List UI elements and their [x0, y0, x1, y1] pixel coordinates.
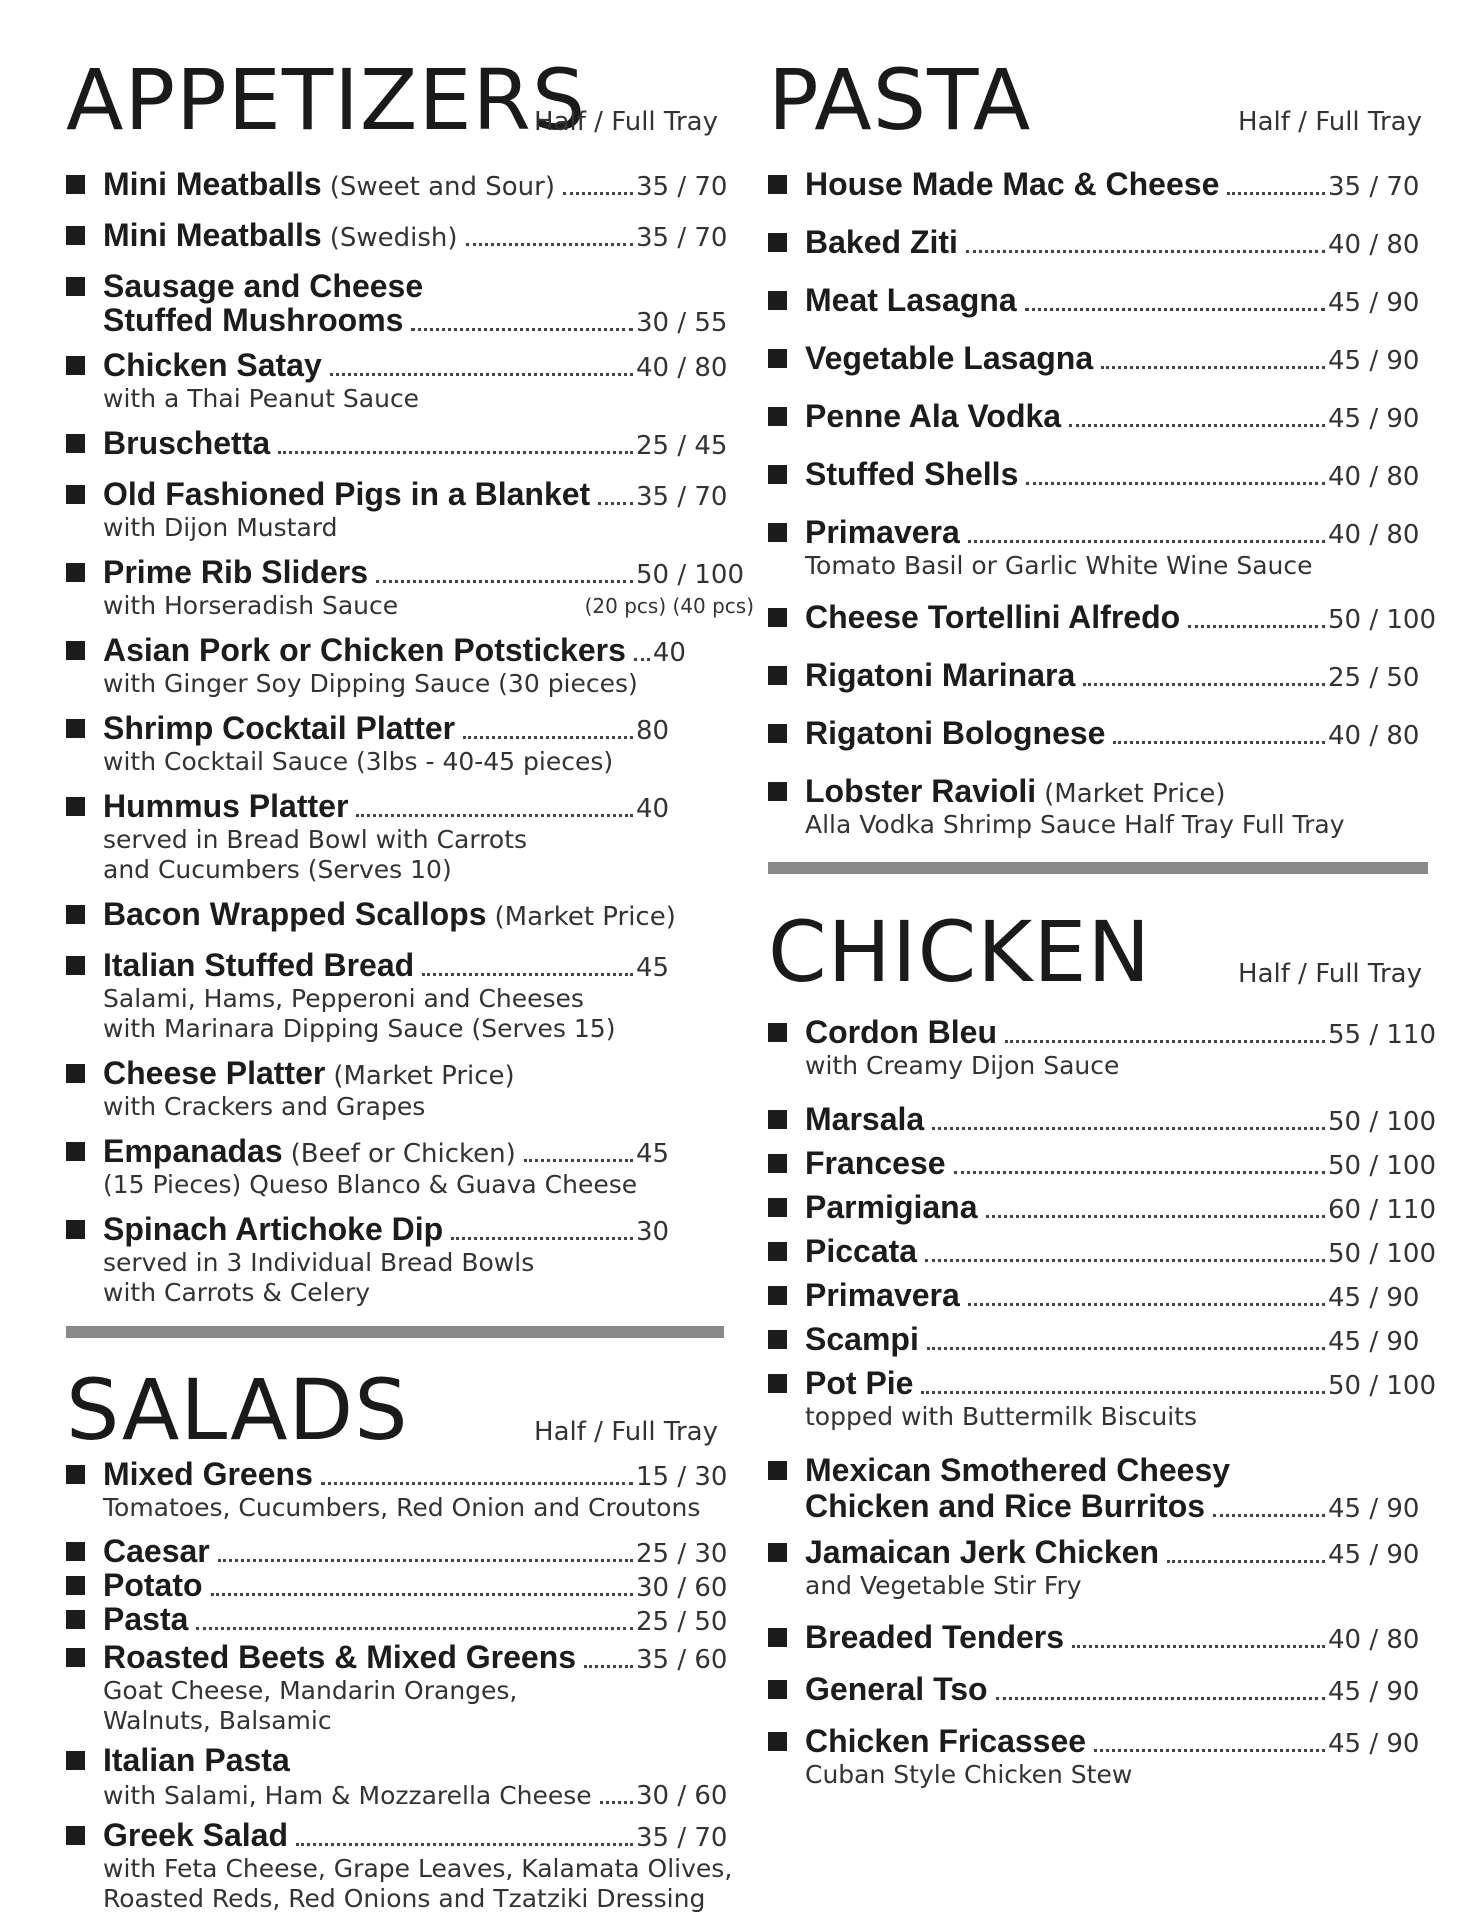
bullet-icon: [66, 1826, 85, 1845]
menu-item: [768, 1101, 1436, 1141]
bullet-icon: [66, 719, 85, 738]
dot-leader: [954, 1171, 1325, 1174]
menu-item: [66, 217, 728, 257]
item-name: Rigatoni Marinara: [805, 657, 1076, 693]
bullet-icon: [768, 1110, 787, 1129]
bullet-icon: [66, 1751, 85, 1770]
item-name: Breaded Tenders: [805, 1619, 1065, 1655]
menu-item: [66, 476, 728, 543]
item-note: (Market Price): [333, 1061, 515, 1091]
chicken-tray-label: Half / Full Tray: [1238, 959, 1422, 989]
menu-item: [66, 1533, 728, 1569]
item-price: 35 / 70: [636, 172, 728, 202]
bullet-icon: [768, 1286, 787, 1305]
right-column: [768, 0, 1436, 1790]
dot-leader: [196, 1627, 633, 1630]
left-column: [66, 0, 754, 1914]
menu-item: [66, 554, 754, 621]
menu-item: [768, 659, 1428, 697]
item-name: Italian Pasta: [103, 1742, 290, 1778]
item-price: 30: [636, 1217, 670, 1247]
dot-leader: [966, 250, 1325, 253]
menu-item: [768, 1279, 1428, 1317]
bullet-icon: [66, 797, 85, 816]
menu-item: [768, 1323, 1428, 1361]
bullet-icon: [768, 1023, 787, 1042]
dot-leader: [1005, 1040, 1325, 1043]
dot-leader: [925, 1259, 1325, 1262]
item-price: 35 / 70: [636, 482, 728, 512]
item-name: Sausage and Cheese: [103, 268, 424, 304]
salads-title: SALADS: [66, 1361, 409, 1459]
item-name: Parmigiana: [805, 1189, 978, 1225]
menu-item: [66, 1135, 724, 1200]
item-description: with Crackers and Grapes: [103, 1092, 426, 1121]
dot-leader: [218, 1559, 633, 1562]
item-note: (Beef or Chicken): [290, 1139, 516, 1169]
item-description: with Feta Cheese, Grape Leaves, Kalamata Olives,: [103, 1854, 733, 1883]
item-name: Bacon Wrapped Scallops: [103, 896, 487, 932]
bullet-icon: [768, 465, 787, 484]
bullet-icon: [66, 563, 85, 582]
bullet-icon: [66, 956, 85, 975]
item-price: 45 / 90: [1328, 1677, 1420, 1707]
dot-leader: [968, 540, 1325, 543]
item-price: 40 / 80: [1328, 230, 1420, 260]
section-divider: [768, 862, 1428, 874]
menu-item: [66, 1639, 728, 1736]
item-name: Primavera: [805, 1277, 960, 1313]
bullet-icon: [768, 1732, 787, 1751]
chicken-list: [768, 1014, 1436, 1790]
item-name: Prime Rib Sliders: [103, 554, 368, 590]
item-description: Cuban Style Chicken Stew: [805, 1760, 1133, 1789]
item-name: Italian Stuffed Bread: [103, 947, 415, 983]
item-name: Mexican Smothered Cheesy: [805, 1452, 1231, 1488]
piece-counts: (20 pcs) (40 pcs): [584, 594, 754, 618]
dot-leader: [1167, 1560, 1325, 1563]
dot-leader: [563, 192, 633, 195]
dot-leader: [921, 1391, 1325, 1394]
item-name: House Made Mac & Cheese: [805, 166, 1220, 202]
item-description: Walnuts, Balsamic: [103, 1706, 332, 1735]
salads-header: [66, 1361, 724, 1459]
bullet-icon: [66, 356, 85, 375]
dot-leader: [927, 1347, 1325, 1350]
item-price: 45 / 90: [1328, 288, 1420, 318]
item-description: with Carrots & Celery: [103, 1278, 371, 1307]
item-name: Baked Ziti: [805, 224, 958, 260]
menu-item: [768, 599, 1436, 639]
chicken-title: CHICKEN: [768, 903, 1152, 1001]
menu-item: [768, 458, 1428, 496]
item-price: 45 / 90: [1328, 1283, 1420, 1313]
appetizers-list: [66, 166, 754, 1308]
menu-item: [768, 342, 1428, 380]
menu-item: [768, 1725, 1428, 1790]
dot-leader: [278, 451, 633, 454]
menu-item: [66, 1456, 728, 1523]
bullet-icon: [768, 1242, 787, 1261]
item-name-continued: Stuffed Mushrooms: [103, 302, 404, 338]
item-price: 40: [652, 638, 686, 668]
item-name: Potato: [103, 1567, 203, 1603]
dot-leader: [1113, 741, 1325, 744]
item-price: 45 / 90: [1328, 1729, 1420, 1759]
item-description: topped with Buttermilk Biscuits: [805, 1402, 1197, 1431]
dot-leader: [1072, 1645, 1325, 1648]
dot-leader: [524, 1159, 633, 1162]
dot-leader: [996, 1697, 1325, 1700]
dot-leader: [330, 373, 633, 376]
item-name: Old Fashioned Pigs in a Blanket: [103, 476, 591, 512]
item-price: 45: [636, 1139, 670, 1169]
item-price: 45 / 90: [1328, 404, 1420, 434]
bullet-icon: [768, 1680, 787, 1699]
appetizers-header: [66, 51, 724, 149]
bullet-icon: [768, 1374, 787, 1393]
bullet-icon: [768, 1461, 787, 1480]
item-price: 15 / 30: [636, 1462, 728, 1492]
bullet-icon: [768, 782, 787, 801]
bullet-icon: [66, 1142, 85, 1161]
item-note: (Market Price): [1044, 779, 1226, 809]
dot-leader: [1227, 192, 1325, 195]
bullet-icon: [768, 1330, 787, 1349]
pasta-header: [768, 51, 1428, 149]
dot-leader: [1069, 424, 1325, 427]
menu-item: [66, 1213, 724, 1308]
dot-leader: [1188, 625, 1325, 628]
menu-item: [66, 347, 728, 414]
dot-leader: [600, 1801, 633, 1804]
menu-item: [66, 425, 728, 465]
dot-leader: [1026, 482, 1325, 485]
dot-leader: [598, 502, 633, 505]
item-name: Francese: [805, 1145, 946, 1181]
item-price: 45 / 90: [1328, 1327, 1420, 1357]
item-name: General Tso: [805, 1671, 988, 1707]
item-price: 45: [636, 953, 670, 983]
menu-item: [66, 1742, 728, 1811]
item-price: 30 / 55: [636, 308, 728, 338]
item-name-continued: Chicken and Rice Burritos: [805, 1488, 1206, 1524]
item-price: 30 / 60: [636, 1781, 728, 1811]
item-name: Pot Pie: [805, 1365, 914, 1401]
pasta-tray-label: Half / Full Tray: [1238, 107, 1422, 137]
item-note: (Sweet and Sour): [329, 172, 555, 202]
item-note: (Market Price): [494, 902, 676, 932]
item-price: 35 / 70: [1328, 172, 1420, 202]
menu-item: [768, 717, 1428, 755]
chicken-header: [768, 903, 1428, 1001]
menu-item: [768, 1014, 1436, 1081]
item-description: with Creamy Dijon Sauce: [805, 1051, 1120, 1080]
item-name: Vegetable Lasagna: [805, 340, 1094, 376]
menu-item: [768, 1536, 1428, 1601]
menu-item: [66, 1817, 733, 1914]
item-name: Roasted Beets & Mixed Greens: [103, 1639, 577, 1675]
item-description: served in Bread Bowl with Carrots: [103, 825, 528, 854]
menu-item: [66, 712, 724, 777]
item-name: Greek Salad: [103, 1817, 288, 1853]
item-price: 25 / 45: [636, 431, 728, 461]
bullet-icon: [768, 291, 787, 310]
item-description: Alla Vodka Shrimp Sauce Half Tray Full Tray: [805, 810, 1345, 839]
item-name: Asian Pork or Chicken Potstickers: [103, 632, 626, 668]
bullet-icon: [66, 1465, 85, 1484]
item-name: Hummus Platter: [103, 788, 349, 824]
item-name: Bruschetta: [103, 425, 271, 461]
item-note: (Swedish): [329, 223, 458, 253]
item-name: Cordon Bleu: [805, 1014, 997, 1050]
item-price: 40: [636, 794, 670, 824]
item-name: Scampi: [805, 1321, 919, 1357]
bullet-icon: [66, 1576, 85, 1595]
menu-item: [66, 634, 724, 699]
dot-leader: [986, 1215, 1325, 1218]
pasta-title: PASTA: [768, 51, 1032, 149]
item-price: 45 / 90: [1328, 346, 1420, 376]
menu-item: [66, 790, 724, 885]
bullet-icon: [66, 641, 85, 660]
section-divider: [66, 1326, 724, 1338]
bullet-icon: [768, 1628, 787, 1647]
bullet-icon: [66, 1542, 85, 1561]
item-name: Penne Ala Vodka: [805, 398, 1062, 434]
bullet-icon: [66, 175, 85, 194]
menu-item: [768, 1454, 1428, 1522]
bullet-icon: [768, 608, 787, 627]
item-price: 45 / 90: [1328, 1494, 1420, 1524]
dot-leader: [1101, 366, 1325, 369]
item-name: Mixed Greens: [103, 1456, 313, 1492]
item-price: 40 / 80: [1328, 721, 1420, 751]
item-description: with Dijon Mustard: [103, 513, 338, 542]
bullet-icon: [66, 226, 85, 245]
bullet-icon: [768, 1198, 787, 1217]
item-description: Tomato Basil or Garlic White Wine Sauce: [805, 551, 1313, 580]
item-name: Cheese Tortellini Alfredo: [805, 599, 1181, 635]
menu-item: [768, 226, 1428, 264]
menu-item: [768, 400, 1428, 438]
item-price: 30 / 60: [636, 1573, 728, 1603]
item-price: 40 / 80: [636, 353, 728, 383]
bullet-icon: [66, 1220, 85, 1239]
item-price: 50 / 100: [1328, 605, 1436, 635]
dot-leader: [932, 1127, 1325, 1130]
item-price: 50 / 100: [1328, 1239, 1436, 1269]
bullet-icon: [768, 407, 787, 426]
dot-leader: [411, 328, 633, 331]
item-name: Pasta: [103, 1601, 189, 1637]
item-name: Chicken Fricassee: [805, 1723, 1087, 1759]
item-description: Roasted Reds, Red Onions and Tzatziki Dressing: [103, 1884, 706, 1913]
menu-item: [768, 1145, 1436, 1185]
item-name: Rigatoni Bolognese: [805, 715, 1106, 751]
item-name: Spinach Artichoke Dip: [103, 1211, 444, 1247]
item-name: Mini Meatballs: [103, 166, 322, 202]
dot-leader: [968, 1303, 1325, 1306]
item-name: Cheese Platter: [103, 1055, 326, 1091]
item-price: 35 / 70: [636, 1823, 728, 1853]
item-price: 45 / 90: [1328, 1540, 1420, 1570]
bullet-icon: [66, 1610, 85, 1629]
item-price: 35 / 60: [636, 1645, 728, 1675]
item-name: Chicken Satay: [103, 347, 322, 383]
bullet-icon: [768, 1154, 787, 1173]
dot-leader: [1094, 1749, 1325, 1752]
menu-item: [66, 898, 724, 936]
item-name: Piccata: [805, 1233, 918, 1269]
menu-item: [66, 1057, 724, 1122]
dot-leader: [584, 1665, 633, 1668]
dot-leader: [321, 1482, 633, 1485]
item-description: and Vegetable Stir Fry: [805, 1571, 1082, 1600]
item-name: Empanadas: [103, 1133, 283, 1169]
menu-item: [768, 1189, 1436, 1229]
item-price: 50 / 100: [1328, 1151, 1436, 1181]
bullet-icon: [66, 485, 85, 504]
dot-leader: [634, 658, 650, 661]
item-name: Marsala: [805, 1101, 925, 1137]
appetizers-title: APPETIZERS: [66, 51, 587, 149]
item-price: 40 / 80: [1328, 462, 1420, 492]
item-description: with Salami, Ham & Mozzarella Cheese: [103, 1781, 592, 1810]
item-description: served in 3 Individual Bread Bowls: [103, 1248, 535, 1277]
item-price: 40 / 80: [1328, 1625, 1420, 1655]
item-description: Goat Cheese, Mandarin Oranges,: [103, 1676, 518, 1705]
dot-leader: [296, 1843, 633, 1846]
item-price: 25 / 50: [636, 1607, 728, 1637]
menu-item: [66, 166, 728, 206]
bullet-icon: [66, 434, 85, 453]
dot-leader: [356, 814, 633, 817]
menu-item: [66, 1601, 728, 1637]
item-price: 50 / 100: [1328, 1371, 1436, 1401]
item-description: Salami, Hams, Pepperoni and Cheeses: [103, 984, 584, 1013]
menu-item: [66, 949, 724, 1044]
bullet-icon: [768, 523, 787, 542]
dot-leader: [1213, 1514, 1325, 1517]
menu-item: [768, 516, 1428, 581]
menu-item: [768, 168, 1428, 206]
item-name: Jamaican Jerk Chicken: [805, 1534, 1159, 1570]
item-description: with Cocktail Sauce (3lbs - 40-45 pieces): [103, 747, 614, 776]
dot-leader: [376, 580, 633, 583]
pasta-list: [768, 166, 1436, 840]
bullet-icon: [66, 277, 85, 296]
item-description: Tomatoes, Cucumbers, Red Onion and Croutons: [103, 1493, 701, 1522]
dot-leader: [463, 736, 633, 739]
item-price: 35 / 70: [636, 223, 728, 253]
bullet-icon: [66, 1064, 85, 1083]
salads-tray-label: Half / Full Tray: [534, 1417, 718, 1447]
menu-item: [66, 1567, 728, 1603]
bullet-icon: [66, 905, 85, 924]
menu-item: [768, 284, 1428, 322]
bullet-icon: [768, 724, 787, 743]
item-description: with Horseradish Sauce: [103, 591, 399, 620]
dot-leader: [451, 1237, 633, 1240]
bullet-icon: [768, 233, 787, 252]
bullet-icon: [66, 1648, 85, 1667]
dot-leader: [466, 243, 633, 246]
bullet-icon: [768, 349, 787, 368]
item-name: Primavera: [805, 514, 960, 550]
item-description: with a Thai Peanut Sauce: [103, 384, 420, 413]
bullet-icon: [768, 175, 787, 194]
menu-item: [768, 775, 1428, 840]
menu-item: [768, 1621, 1428, 1659]
dot-leader: [1025, 308, 1325, 311]
item-name: Mini Meatballs: [103, 217, 322, 253]
item-name: Caesar: [103, 1533, 210, 1569]
menu-item: [768, 1365, 1436, 1432]
item-price: 55 / 110: [1328, 1020, 1436, 1050]
item-price: 25 / 30: [636, 1539, 728, 1569]
item-price: 40 / 80: [1328, 520, 1420, 550]
item-name: Shrimp Cocktail Platter: [103, 710, 456, 746]
item-price: 50 / 100: [1328, 1107, 1436, 1137]
appetizers-tray-label: Half / Full Tray: [534, 107, 718, 137]
dot-leader: [211, 1593, 633, 1596]
item-price: 80: [636, 716, 670, 746]
item-price: 60 / 110: [1328, 1195, 1436, 1225]
item-description: with Marinara Dipping Sauce (Serves 15): [103, 1014, 616, 1043]
menu-item: [66, 268, 728, 338]
bullet-icon: [768, 1543, 787, 1562]
bullet-icon: [768, 666, 787, 685]
item-name: Meat Lasagna: [805, 282, 1017, 318]
menu-item: [768, 1233, 1436, 1273]
item-description: and Cucumbers (Serves 10): [103, 855, 452, 884]
item-price: 50 / 100: [636, 560, 744, 590]
item-name: Lobster Ravioli: [805, 773, 1037, 809]
menu-item: [768, 1673, 1428, 1711]
dot-leader: [422, 973, 633, 976]
dot-leader: [1083, 683, 1325, 686]
item-name: Stuffed Shells: [805, 456, 1019, 492]
salads-list: [66, 1456, 733, 1914]
item-description: (15 Pieces) Queso Blanco & Guava Cheese: [103, 1170, 638, 1199]
item-description: with Ginger Soy Dipping Sauce (30 pieces): [103, 669, 638, 698]
item-price: 25 / 50: [1328, 663, 1420, 693]
